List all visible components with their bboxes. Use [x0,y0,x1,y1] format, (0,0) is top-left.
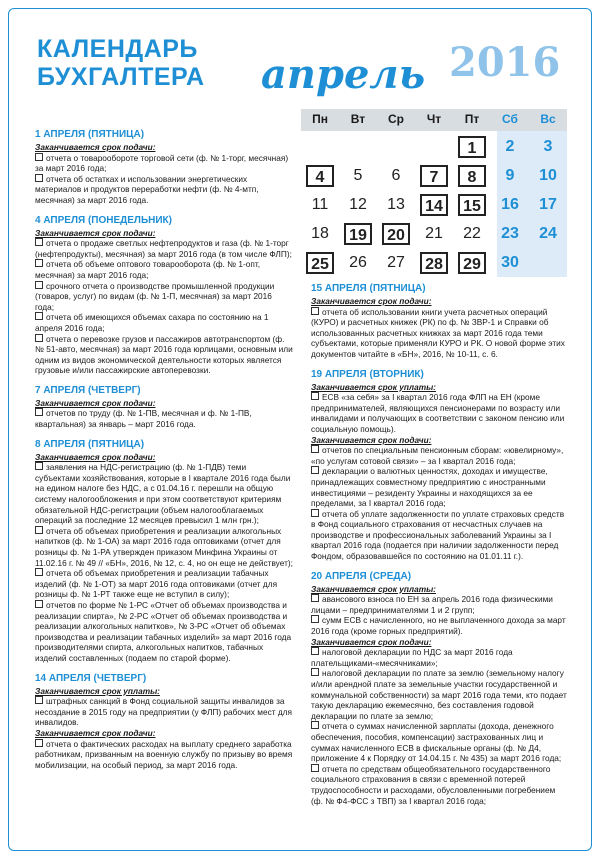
deadline-subtitle: Заканчивается срок подачи: [311,434,432,445]
list-item [35,600,293,664]
weekday-7: Вс [540,112,556,126]
list-item [35,259,293,280]
deadline-section [35,129,293,206]
weekday-6: Сб [502,112,518,126]
checkbox-icon [35,408,43,416]
list-item [35,408,293,429]
calendar-day: 7 [420,165,448,187]
list-item [311,615,569,636]
list-item-text: отчета о перевозке грузов и пассажиров автотранспортом (ф. № 51-авто, месячная) за март 2016 года юрлицами, основным или одним из видов экономической деятельности которых является грузовые и/или пассажирские автоперевозки. [35,333,293,376]
checkbox-icon [311,466,319,474]
list-item-text: отчета об остатках и использовании энергетических материалов и продуктов переработки нефти (ф. № 4-мтп, месячная) за март 2016 года. [35,173,259,205]
list-item-text: сумм ЕСВ с начисленного, но не выплаченного дохода за март 2016 года (кроме горных предприятий). [311,615,566,637]
year-title: 2016 [449,39,561,86]
section-date-heading: 14 АПРЕЛЯ (ЧЕТВЕРГ) [35,672,147,684]
deadline-section [35,215,293,376]
title-line-1: КАЛЕНДАРЬ [37,35,198,63]
checkbox-icon [311,721,319,729]
calendar-day: 2 [505,138,515,155]
deadline-section [35,673,293,771]
checkbox-icon [35,153,43,161]
section-date-heading: 8 АПРЕЛЯ (ПЯТНИЦА) [35,438,145,450]
page-title [37,35,205,91]
calendar-day: 18 [311,225,329,242]
list-item [311,445,569,466]
right-column [311,283,569,815]
deadline-subtitle: Заканчивается срок подачи: [311,636,432,647]
list-item-text: отчета о продаже светлых нефтепродуктов и газа (ф. № 1-торг (нефтепродукты), месячная) за март 2016 года (в том числе ФЛП); [35,238,292,259]
checkbox-icon [311,764,319,772]
calendar-day: 22 [463,225,481,242]
list-item-text: отчета об объемах приобретения и реализации алкогольных напитков (ф. № 1-ОА) за март 2016 года оптовиками (отчет для розницы ф. № 1-РА утвержден приказом Минфина Украины от 11.02.16 г. № 49 // «БН», 2016, № 12, с. 4, но он еще не действует); [35,525,293,568]
deadline-subtitle: Заканчивается срок подачи: [35,227,156,238]
deadline-section [311,369,569,562]
calendar-day: 17 [539,196,557,213]
calendar-day: 29 [458,252,486,274]
deadline-subtitle: Заканчивается срок подачи: [35,727,156,738]
calendar-day: 8 [458,165,486,187]
list-item-text: срочного отчета о производстве промышленной продукции (товаров, услуг) по видам (ф. № 1-П, месячная) за март 2016 года; [35,280,275,312]
checkbox-icon [311,647,319,655]
calendar-day: 28 [420,252,448,274]
checkbox-icon [311,594,319,602]
weekday-4: Чт [426,112,442,126]
checkbox-icon [35,312,43,320]
checkbox-icon [35,568,43,576]
calendar-day: 4 [306,165,334,187]
list-item [311,392,569,434]
list-item-text: отчета о суммах начисленной зарплаты (дохода, денежного обеспечения, пособия, компенсации) застрахованных лиц и суммах начисленного ЕСВ в фискальные органы (ф. № Д4, приложение 4 к Порядку от 14.04.15 г. № 435) за март 2016 года; [311,721,562,764]
list-item-text: штрафных санкций в Фонд социальной защиты инвалидов за несоздание в 2015 году на предприятии (у ФЛП) рабочих мест для инвалидов. [35,696,293,728]
calendar-day: 19 [344,223,372,245]
deadline-subtitle: Заканчивается срок подачи: [35,451,156,462]
month-title: апрель [261,51,426,98]
calendar-day: 23 [501,225,519,242]
calendar-day: 25 [306,252,334,274]
list-item-text: налоговой декларации по НДС за март 2016 года плательщиками-«месячниками»; [311,647,513,668]
page-frame [8,8,592,851]
list-item [35,174,293,206]
deadline-section [311,283,569,360]
list-item-text: авансового взноса по ЕН за апрель 2016 года физическими лицами – предпринимателями 1 и 2 групп; [311,594,553,615]
deadline-subtitle: Заканчивается срок подачи: [35,142,156,152]
checkbox-icon [35,238,43,246]
list-item-text: отчетов по форме № 1-РС «Отчет об объемах производства и реализации спирта», № 2-РС «Отчет об объемах производства и реализации алкогольных напитков», № 3-РС «Отчет об объемах производства и реализации табачных изделий» за март 2016 года производителями спирта, алкогольных напитков, табачных изделий составленных (подаем по старой форме). [35,599,292,663]
checkbox-icon [35,526,43,534]
weekday-1: Пн [312,112,328,126]
deadline-subtitle: Заканчивается срок уплаты: [311,381,436,392]
list-item-text: отчета об имеющихся объемах сахара по состоянию на 1 апреля 2016 года; [35,312,269,333]
calendar-day: 26 [349,254,367,271]
checkbox-icon [311,668,319,676]
list-item-text: отчета об уплате задолженности по уплате страховых средств в Фонд социального страхования от несчастных случаев на производстве и профессиональных заболеваний Украины за I квартал 2016 года (подается при наличии задолженности перед Фондом, образовавшейся по состоянию на 01.01.11 г.). [311,508,565,562]
calendar-day: 9 [505,167,515,184]
calendar-day: 21 [425,225,443,242]
list-item [35,238,293,259]
checkbox-icon [311,445,319,453]
list-item-text: отчетов по труду (ф. № 1-ПВ, месячная и ф. № 1-ПВ, квартальная) за январь – март 2016 года. [35,408,252,430]
list-item [311,594,569,615]
list-item [35,153,293,174]
list-item [311,668,569,721]
list-item [311,647,569,668]
section-date-heading: 4 АПРЕЛЯ (ПОНЕДЕЛЬНИК) [35,214,172,226]
list-item [311,307,569,360]
list-item [35,526,293,568]
calendar-day: 12 [349,196,367,213]
calendar-day: 11 [311,196,329,213]
calendar-day: 27 [387,254,405,271]
list-item-text: отчета о фактических расходах на выплату среднего заработка работникам, призванным на военную службу по призыву во время мобилизации, на особый период, за март 2016 года. [35,738,293,770]
checkbox-icon [35,696,43,704]
deadline-subtitle: Заканчивается срок подачи: [35,397,156,408]
month-calendar [301,109,567,277]
section-date-heading: 15 АПРЕЛЯ (ПЯТНИЦА) [311,283,426,294]
list-item-text: декларации о валютных ценностях, доходах и имуществе, принадлежащих совместному предприятию с иностранными инвестициями – резиденту Украины и находящихся за ее пределами, за I квартал 2016 года; [311,466,548,509]
checkbox-icon [35,739,43,747]
list-item-text: отчета о товарообороте торговой сети (ф. № 1-торг, месячная) за март 2016 года; [35,152,289,174]
section-date-heading: 19 АПРЕЛЯ (ВТОРНИК) [311,368,424,380]
list-item [35,739,293,771]
calendar-day: 13 [387,196,405,213]
checkbox-icon [35,259,43,267]
section-date-heading: 1 АПРЕЛЯ (ПЯТНИЦА) [35,129,145,140]
list-item-text: ЕСВ «за себя» за I квартал 2016 года ФЛП на ЕН (кроме предпринимателей, являющихся пенсионерами по возрасту или инвалидами и получающих в соответствии с законом пенсию или социальную помощь). [311,392,565,434]
list-item [311,509,569,562]
calendar-day: 30 [501,254,519,271]
checkbox-icon [311,307,319,315]
list-item-text: налоговой декларации по плате за землю (земельному налогу и/или арендной плате за земельные участки государственной и коммунальной собственности) за март 2016 года теми, кто подает такую декларацию ежемесячно, без составления годовой декларации по плате за землю; [311,668,567,721]
deadline-section [311,571,569,806]
left-column [35,129,293,779]
weekday-2: Вт [350,112,366,126]
checkbox-icon [35,600,43,608]
deadline-section [35,385,293,430]
list-item-text: отчета об использовании книги учета расчетных операций (КУРО) и расчетных книжек (РК) по ф. № ЗВР-1 и Справки об использованных расчетных книжках за март 2016 года теми субъектами, которые применяли КУРО и РК. О новой форме этих документов читайте в «БН», 2016, № 10-11, с. 6. [311,306,565,359]
list-item [311,764,569,806]
list-item [35,312,293,333]
list-item [35,334,293,376]
calendar-day: 20 [382,223,410,245]
weekday-3: Ср [388,112,404,126]
list-item-text: отчетов по специальным пенсионным сборам: «ювелирному», «по услугам сотовой связи» – за I квартал 2016 года; [311,445,564,466]
deadline-subtitle: Заканчивается срок уплаты: [35,685,160,696]
deadline-subtitle: Заканчивается срок подачи: [311,296,432,306]
weekday-5: Пт [464,112,480,126]
checkbox-icon [35,281,43,289]
list-item-text: заявления на НДС-регистрацию (ф. № 1-ПДВ) теми субъектами хозяйствования, которые в I квартале 2016 года были на едином налоге без НДС, а с 01.04.16 г. перешли на общую систему налогообложения и при этом соответствуют критериям обязательной НДС-регистрации (объем налогооблагаемых операций за последние 12 месяцев превысил 1 млн грн.); [35,462,291,526]
calendar-day: 15 [458,194,486,216]
calendar-day: 16 [501,196,519,213]
list-item [35,568,293,600]
list-item-text: отчета по средствам общеобязательного государственного социального страхования в связи с временной потерей трудоспособности и расходами, обусловленными погребением (ф. № Ф4-ФСС з ТВП) за I квартал 2016 года; [311,763,556,806]
list-item [35,462,293,526]
checkbox-icon [35,174,43,182]
section-date-heading: 7 АПРЕЛЯ (ЧЕТВЕРГ) [35,384,141,396]
list-item [311,721,569,763]
calendar-day: 6 [391,167,401,184]
title-line-2: БУХГАЛТЕРА [37,63,205,91]
deadline-section [35,439,293,664]
calendar-day: 10 [539,167,557,184]
section-date-heading: 20 АПРЕЛЯ (СРЕДА) [311,570,412,582]
calendar-day: 3 [543,138,553,155]
list-item [35,281,293,313]
checkbox-icon [311,509,319,517]
calendar-day: 1 [458,136,486,158]
calendar-day: 5 [353,167,363,184]
list-item-text: отчета об объемах приобретения и реализации табачных изделий (ф. № 1-ОТ) за март 2016 года оптовиками (отчет для розницы ф. № 1-РТ также еще не вступил в силу); [35,568,278,600]
checkbox-icon [35,334,43,342]
checkbox-icon [35,462,43,470]
checkbox-icon [311,615,319,623]
deadline-subtitle: Заканчивается срок уплаты: [311,583,436,594]
list-item [311,466,569,508]
calendar-day: 14 [420,194,448,216]
list-item [35,696,293,728]
calendar-day: 24 [539,225,557,242]
list-item-text: отчета об объеме оптового товарооборота (ф. № 1-опт, месячная) за март 2016 года; [35,259,261,280]
checkbox-icon [311,392,319,400]
